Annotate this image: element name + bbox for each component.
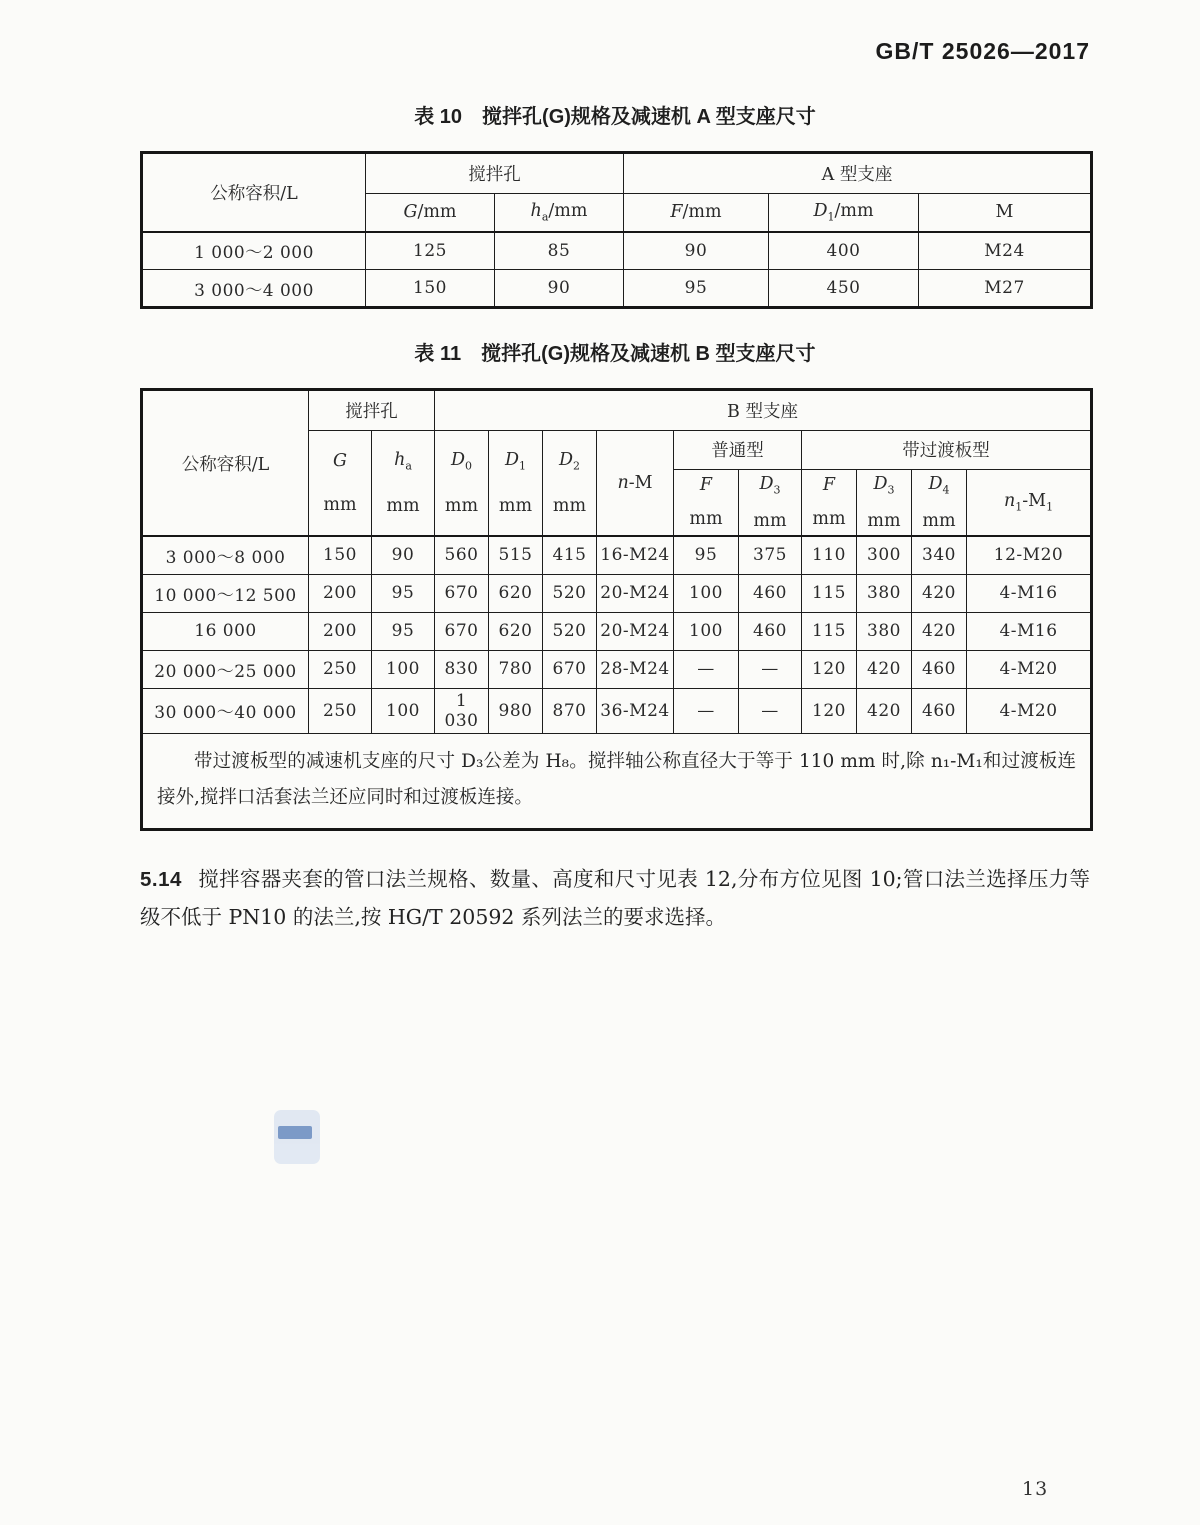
table-cell: 420 (912, 612, 967, 650)
table-cell: 4-M16 (967, 612, 1092, 650)
table-cell: 16 000 (142, 612, 309, 650)
column-header-m: M (919, 194, 1092, 232)
group-header-transition-plate-type: 带过渡板型 (802, 431, 1092, 470)
table-cell: 620 (489, 574, 543, 612)
standard-code: GB/T 25026—2017 (875, 38, 1090, 64)
clause-number: 5.14 (140, 867, 182, 891)
table-cell: 95 (372, 574, 435, 612)
table-cell: 780 (489, 650, 543, 688)
column-header-d1: $D_1/mm$ (769, 194, 919, 232)
table-cell: 90 (372, 536, 435, 574)
page-number: 13 (1022, 1478, 1049, 1500)
table-cell: 450 (769, 270, 919, 308)
table-cell: 340 (912, 536, 967, 574)
table-cell: 420 (912, 574, 967, 612)
table-cell: 620 (489, 612, 543, 650)
table-cell: 250 (309, 650, 372, 688)
column-header-d3-transition: $D_3$ mm (857, 469, 912, 536)
column-header-d3-plain: $D_3$ mm (739, 469, 802, 536)
table-cell: 670 (543, 650, 597, 688)
table-cell: 520 (543, 612, 597, 650)
table-cell: 460 (912, 688, 967, 733)
table-cell: 460 (912, 650, 967, 688)
column-header-d1: $D_1$ mm (489, 431, 543, 537)
table-cell: M27 (919, 270, 1092, 308)
table-cell: 400 (769, 232, 919, 270)
table-cell: 200 (309, 574, 372, 612)
table-cell: — (739, 650, 802, 688)
table-row (142, 536, 1092, 574)
table-cell: 30 000～40 000 (142, 688, 309, 733)
table-cell: 125 (366, 232, 495, 270)
table-cell: 100 (674, 612, 739, 650)
stamp-watermark (274, 1110, 320, 1164)
table-cell: 520 (543, 574, 597, 612)
table-cell: 100 (674, 574, 739, 612)
table-cell: 870 (543, 688, 597, 733)
table-cell: 90 (624, 232, 769, 270)
table-cell: 10 000～12 500 (142, 574, 309, 612)
page-content (140, 0, 1090, 936)
group-header-plain-type: 普通型 (674, 431, 802, 470)
group-header-stir-hole: 搅拌孔 (366, 153, 624, 194)
table10-caption: 表 10 搅拌孔(G)规格及减速机 A 型支座尺寸 (414, 106, 816, 128)
table-cell: 95 (372, 612, 435, 650)
table-note-text: 带过渡板型的减速机支座的尺寸 D₃公差为 H₈。搅拌轴公称直径大于等于 110 mm 时,除 n₁-M₁和过渡板连接外,搅拌口活套法兰还应同时和过渡板连接。 (157, 750, 1077, 808)
table-cell: 250 (309, 688, 372, 733)
group-header-stir-hole: 搅拌孔 (309, 390, 435, 431)
column-header-f: F/mm (624, 194, 769, 232)
column-header-ha: $h_a/mm$ (495, 194, 624, 232)
column-header-volume: 公称容积/L (142, 390, 309, 537)
table-cell: 3 000～8 000 (142, 536, 309, 574)
group-header-b-support: B 型支座 (435, 390, 1092, 431)
table-cell: — (674, 688, 739, 733)
column-header-d0: $D_0$ mm (435, 431, 489, 537)
table-cell: 12-M20 (967, 536, 1092, 574)
clause-5-14 (140, 861, 1090, 937)
table-cell: — (739, 688, 802, 733)
watermark-emblem (278, 1126, 312, 1139)
table-cell: 1 030 (435, 688, 489, 733)
table-cell: 670 (435, 612, 489, 650)
table-row (142, 232, 1092, 270)
table-cell: 380 (857, 574, 912, 612)
column-header-f-plain: F mm (674, 469, 739, 536)
table10 (140, 151, 1093, 309)
table-cell: 16-M24 (597, 536, 674, 574)
table-cell: 415 (543, 536, 597, 574)
table10-body (142, 232, 1092, 308)
table-cell: 460 (739, 574, 802, 612)
table11-body (142, 536, 1092, 733)
table-cell: 100 (372, 650, 435, 688)
table-cell: 4-M20 (967, 688, 1092, 733)
table-cell: 830 (435, 650, 489, 688)
clause-text: 搅拌容器夹套的管口法兰规格、数量、高度和尺寸见表 12,分布方位见图 10;管口法兰选择压力等级不低于 PN10 的法兰,按 HG/T 20592 系列法兰的要求选择。 (140, 866, 1090, 929)
table-cell: 95 (624, 270, 769, 308)
table-cell: 100 (372, 688, 435, 733)
table-cell: 670 (435, 574, 489, 612)
table-cell: 560 (435, 536, 489, 574)
table-cell: 20-M24 (597, 574, 674, 612)
table11-header (142, 390, 1092, 537)
table-cell: 115 (802, 612, 857, 650)
table-cell: 1 000～2 000 (142, 232, 366, 270)
table-note-cell (142, 733, 1092, 829)
column-header-volume: 公称容积/L (142, 153, 366, 232)
table-cell: 4-M20 (967, 650, 1092, 688)
table-row (142, 650, 1092, 688)
column-header-d2: $D_2$ mm (543, 431, 597, 537)
column-header-f-transition: F mm (802, 469, 857, 536)
table-cell: 420 (857, 650, 912, 688)
table-cell: 110 (802, 536, 857, 574)
table-cell: 120 (802, 688, 857, 733)
table11-caption: 表 11 搅拌孔(G)规格及减速机 B 型支座尺寸 (414, 343, 816, 365)
table-cell: 200 (309, 612, 372, 650)
table-cell: 95 (674, 536, 739, 574)
table-cell: 120 (802, 650, 857, 688)
column-header-nm: n-M (597, 431, 674, 537)
column-header-ha: $h_a$ mm (372, 431, 435, 537)
table-cell: 980 (489, 688, 543, 733)
column-header-n1m1: $n_1-M_1$ (967, 469, 1092, 536)
group-header-a-support: A 型支座 (624, 153, 1092, 194)
table-cell: 36-M24 (597, 688, 674, 733)
table-cell: 85 (495, 232, 624, 270)
table-row (142, 688, 1092, 733)
table-cell: 375 (739, 536, 802, 574)
table-cell: 150 (309, 536, 372, 574)
table-cell: M24 (919, 232, 1092, 270)
table-cell: 515 (489, 536, 543, 574)
table-cell: 420 (857, 688, 912, 733)
table-cell: 20-M24 (597, 612, 674, 650)
table11-footer (142, 733, 1092, 829)
table-row (142, 612, 1092, 650)
table-cell: 4-M16 (967, 574, 1092, 612)
table-cell: 20 000～25 000 (142, 650, 309, 688)
table-row (142, 270, 1092, 308)
table-cell: 380 (857, 612, 912, 650)
table-cell: 115 (802, 574, 857, 612)
table-row (142, 574, 1092, 612)
column-header-g: G/mm (366, 194, 495, 232)
table10-header (142, 153, 1092, 232)
table-cell: 150 (366, 270, 495, 308)
table-cell: 460 (739, 612, 802, 650)
table-cell: 300 (857, 536, 912, 574)
table11 (140, 388, 1093, 831)
table-cell: 90 (495, 270, 624, 308)
table-cell: — (674, 650, 739, 688)
column-header-g: G mm (309, 431, 372, 537)
table-cell: 28-M24 (597, 650, 674, 688)
table-cell: 3 000～4 000 (142, 270, 366, 308)
column-header-d4-transition: $D_4$ mm (912, 469, 967, 536)
